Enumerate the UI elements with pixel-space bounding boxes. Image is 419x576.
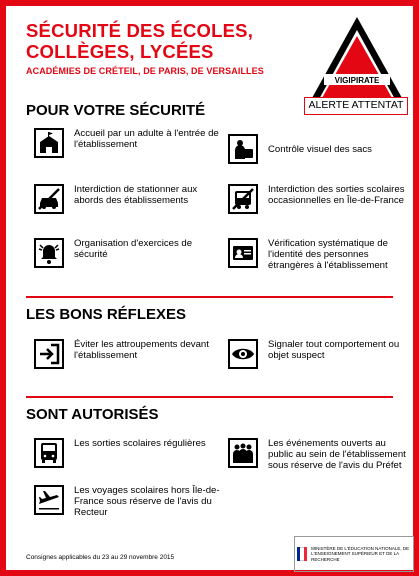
item-label: Les voyages scolaires hors Île-de-France sous réserve de l'avis du Recteur xyxy=(74,485,220,518)
item-label: Organisation d'exercices de sécurité xyxy=(74,238,193,260)
section-heading-security: POUR VOTRE SÉCURITÉ xyxy=(26,102,206,119)
french-flag-icon xyxy=(297,547,307,561)
ministry-logo xyxy=(294,536,414,572)
list-item xyxy=(34,238,224,268)
list-item xyxy=(34,128,224,158)
list-item xyxy=(34,339,224,369)
list-item xyxy=(228,438,408,471)
bus-icon xyxy=(34,438,64,468)
page-title: SÉCURITÉ DES ÉCOLES, COLLÈGES, LYCÉES xyxy=(26,20,254,62)
alert-badge: ALERTE ATTENTAT xyxy=(304,97,408,115)
section-divider xyxy=(26,396,393,398)
footnote: Consignes applicables du 23 au 29 novembre 2015 xyxy=(26,554,175,561)
list-item xyxy=(34,485,224,518)
list-item xyxy=(228,134,408,164)
item-label: Contrôle visuel des sacs xyxy=(268,143,372,155)
section-divider xyxy=(26,296,393,298)
no-bus-icon xyxy=(228,184,258,214)
list-item xyxy=(228,238,408,271)
item-label: Accueil par un adulte à l'entrée de l'établissement xyxy=(74,128,219,150)
item-label: Signaler tout comportement ou objet suspect xyxy=(268,339,400,361)
alarm-bell-icon xyxy=(34,238,64,268)
ministry-logo-text: MINISTÈRE DE L'ÉDUCATION NATIONALE, DE L'ENSEIGNEMENT SUPÉRIEUR ET DE LA RECHERCHE xyxy=(311,545,410,562)
list-item xyxy=(228,339,408,369)
list-item xyxy=(34,438,224,468)
item-label: Les sorties scolaires régulières xyxy=(74,438,206,449)
list-item xyxy=(228,184,408,214)
bag-icon xyxy=(228,134,258,164)
item-label: Vérification systématique de l'identité des personnes étrangères à l'établissement xyxy=(268,238,388,271)
exit-door-icon xyxy=(34,339,64,369)
item-label: Interdiction des sorties scolaires occasionnelles en Île-de-France xyxy=(268,184,405,206)
section-heading-allowed: SONT AUTORISÉS xyxy=(26,406,159,423)
item-label: Éviter les attroupements devant l'établissement xyxy=(74,339,209,361)
list-item xyxy=(34,184,224,214)
id-card-icon xyxy=(228,238,258,268)
item-label: Les événements ouverts au public au sein de l'établissement sous réserve de l'avis du Préfet xyxy=(268,438,406,471)
item-label: Interdiction de stationner aux abords des établissements xyxy=(74,184,198,206)
crowd-icon xyxy=(228,438,258,468)
school-icon xyxy=(34,128,64,158)
airplane-icon xyxy=(34,485,64,515)
page-subtitle: ACADÉMIES DE CRÉTEIL, DE PARIS, DE VERSAILLES xyxy=(26,66,264,76)
section-heading-reflexes: LES BONS RÉFLEXES xyxy=(26,306,187,323)
eye-icon xyxy=(228,339,258,369)
no-parking-icon xyxy=(34,184,64,214)
vigipirate-logo-text: VIGIPIRATE xyxy=(334,76,380,85)
